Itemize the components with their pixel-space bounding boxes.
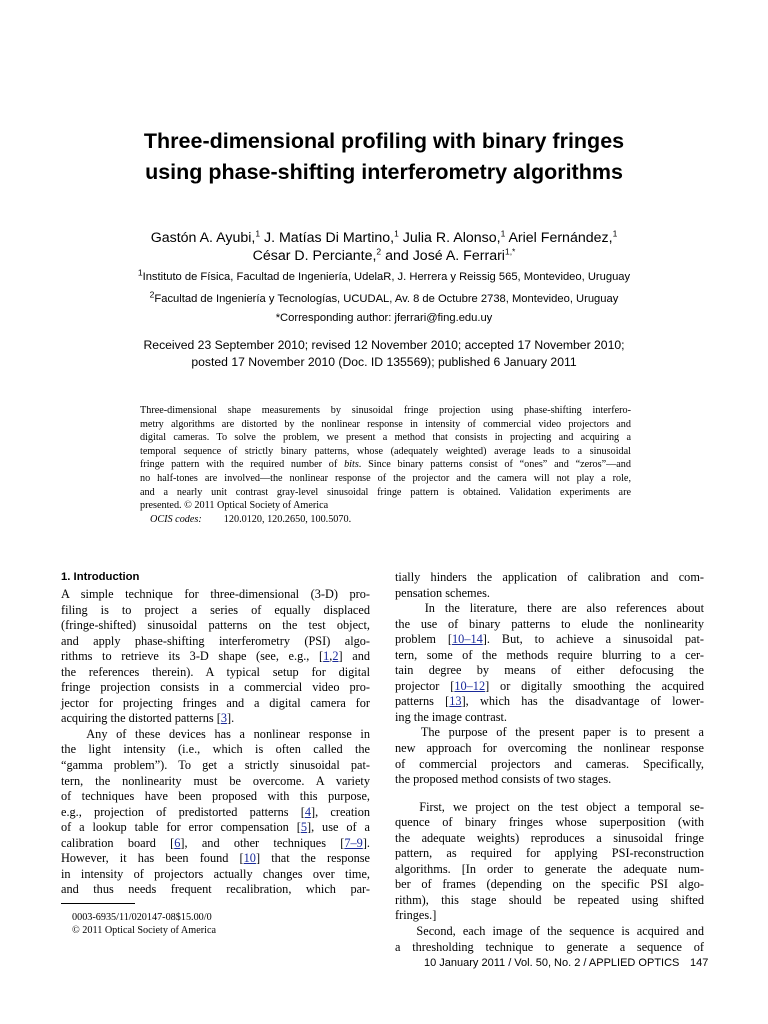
title-line-1: Three-dimensional profiling with binary fringes: [143, 129, 625, 153]
body-line: and apply phase-shifting interferometry (PSI) algo-: [61, 633, 370, 648]
body-line: First, we project on the test object a temporal se-: [395, 799, 704, 814]
body-line: tern, the nonlinearity must be overcome. A variety: [61, 773, 370, 788]
body-text: e.g., projection of predistorted patterns [: [61, 804, 305, 819]
body-text: problem [: [395, 632, 453, 647]
author-affil-mark: 1,*: [504, 246, 516, 257]
journal-footer: 10 January 2011 / Vol. 50, No. 2 / APPLIED OPTICS: [424, 957, 680, 969]
body-line: fringe projection consists in a commercial video pro-: [61, 680, 370, 695]
copyright-notice: © 2011 Optical Society of America: [72, 925, 217, 936]
body-line: In the literature, there are also references about: [395, 601, 704, 616]
body-line: rithm), this stage should be repeated using shifted: [395, 892, 704, 907]
author-name: Gastón A. Ayubi,: [150, 230, 256, 246]
body-text: ], and other techniques [: [180, 835, 345, 850]
body-text: of a lookup table for error compensation [: [61, 820, 301, 835]
copyright-code: 0003-6935/11/020147-08$15.00/0: [72, 912, 212, 923]
copyright-block: [72, 911, 216, 937]
body-line: Any of these devices has a nonlinear response in: [61, 726, 370, 741]
abstract: [140, 404, 631, 513]
dates-line-2: posted 17 November 2010 (Doc. ID 135569); published 6 January 2011: [191, 354, 577, 369]
body-line: the proposed method consists of two stages.: [395, 772, 612, 787]
citation-link[interactable]: 13: [449, 694, 462, 709]
body-line: Second, each image of the sequence is acquired and: [395, 924, 704, 939]
affiliation-text: Instituto de Física, Facultad de Ingeniería, UdelaR, J. Herrera y Reissig 565, Montevideo, Uruguay: [142, 271, 631, 283]
abstract-text: fringe pattern with the required number of: [140, 459, 345, 471]
author-affil-mark: 2: [376, 246, 382, 257]
affiliation-2: [60, 289, 708, 306]
body-line: [61, 851, 370, 867]
body-line: filing is to project a series of equally displaced: [61, 602, 370, 617]
citation-link[interactable]: 10–14: [452, 632, 483, 647]
body-line: [61, 649, 370, 665]
body-line: algorithms. [In order to generate the adequate num-: [395, 861, 704, 876]
affiliation-1: [60, 267, 708, 284]
body-text: ].: [362, 835, 370, 850]
body-text: projector [: [395, 678, 455, 693]
body-text: ], use of a: [306, 820, 370, 835]
body-line: of commercial projectors and cameras. Specifically,: [395, 756, 704, 771]
affil-mark: 1: [137, 267, 143, 278]
paragraph-gap: [395, 788, 704, 800]
body-line: and thus needs frequent recalibration, which par-: [61, 882, 370, 897]
footnote-divider: [61, 903, 135, 904]
body-text: ]. But, to achieve a sinusoidal pat-: [482, 632, 705, 647]
author-name: J. Matías Di Martino,: [260, 230, 395, 246]
body-line: the references therein). A typical setup for digital: [61, 664, 370, 679]
abstract-line: Three-dimensional shape measurements by sinusoidal fringe projection using phase-shifting interfero-: [140, 405, 631, 416]
citation-link[interactable]: 4: [304, 804, 311, 819]
body-line: tern, some of the methods require blurring to a cer-: [395, 647, 704, 662]
body-line: [61, 836, 370, 852]
author-name: Ariel Fernández,: [505, 230, 613, 246]
body-line: The purpose of the present paper is to present a: [395, 725, 704, 740]
body-line: “gamma problem”). To get a strictly sinusoidal pat-: [61, 758, 370, 773]
affiliation-text: Facultad de Ingeniería y Tecnologías, UCUDAL, Av. 8 de Octubre 2738, Montevideo, Uruguay: [154, 293, 619, 305]
ocis-label: OCIS codes:: [150, 514, 202, 525]
left-column: [61, 587, 370, 898]
body-text: ] that the response: [255, 851, 371, 866]
ocis-values: 120.0120, 120.2650, 100.5070.: [223, 514, 352, 525]
citation-link[interactable]: 2: [332, 649, 339, 664]
body-line: [395, 632, 704, 648]
body-line: [61, 820, 370, 836]
corresponding-author: *Corresponding author: jferrari@fing.edu.uy: [275, 312, 493, 324]
body-text: ], creation: [311, 804, 370, 819]
body-text: calibration board [: [61, 835, 175, 850]
title-line-2: using phase-shifting interferometry algorithms: [145, 160, 623, 184]
body-line: pensation schemes.: [395, 585, 490, 600]
abstract-emphasis: bits: [344, 459, 359, 471]
page-number: 147: [690, 957, 709, 969]
body-text: rithms to retrieve its 3-D shape (see, e.g., [: [61, 649, 324, 664]
citation-link[interactable]: 6: [174, 835, 181, 850]
abstract-line: temporal sequence of strictly binary patterns, whose (adequately weighted) average leads to a sinusoidal: [140, 445, 631, 457]
body-text: ] or digitally smoothing the acquired: [485, 678, 704, 693]
author-affil-mark: 1: [394, 228, 399, 239]
abstract-text: . Since binary patterns consist of “ones” and “zeros”—and: [358, 459, 631, 471]
body-line: jector for projecting fringes and a digital camera for: [61, 695, 370, 710]
citation-link[interactable]: 10–12: [454, 678, 486, 693]
body-line: [395, 694, 704, 710]
body-line: [395, 679, 704, 695]
section-heading: 1. Introduction: [61, 571, 140, 583]
body-line: tain degree by means of either defocusing the: [395, 663, 704, 678]
body-text: ].: [226, 711, 235, 726]
body-line: fringes.]: [395, 908, 437, 923]
citation-link[interactable]: 5: [300, 820, 307, 835]
affil-mark: 2: [149, 289, 155, 300]
body-line: [61, 711, 370, 727]
author-list: [60, 229, 708, 265]
body-line: in intensity of projectors actually changes over time,: [61, 866, 370, 881]
abstract-line: digital cameras. To solve the problem, we present a method that consists in projecting and acquiring a: [140, 432, 631, 444]
body-text: acquiring the distorted patterns [: [61, 711, 221, 726]
author-affil-mark: 1: [500, 228, 506, 239]
body-line: tially hinders the application of calibration and com-: [395, 570, 704, 584]
body-line: [61, 805, 370, 821]
citation-link[interactable]: 3: [220, 711, 227, 726]
body-text: ], which has the disadvantage of lower-: [461, 694, 704, 709]
abstract-line: metry algorithms are distorted by the nonlinear response in intensity of commercial video projectors and: [140, 418, 631, 430]
history-dates: [60, 337, 708, 370]
abstract-line: and a nearly unit contrast gray-level sinusoidal fringe pattern is obtained. Validation experiments are: [140, 486, 631, 498]
body-line: pattern, as required for applying PSI-reconstruction: [395, 846, 704, 861]
authors-line-2: [60, 247, 708, 265]
author-affil-mark: 1: [255, 228, 261, 239]
authors-line-1: [60, 229, 708, 247]
body-line: the adequate weights) reproduces a sinusoidal fringe: [395, 830, 704, 845]
citation-link[interactable]: 1: [323, 649, 330, 664]
body-line: of techniques have been proposed with this purpose,: [61, 789, 370, 804]
body-line: quence of binary fringes whose superposition (with: [395, 815, 704, 830]
body-line: A simple technique for three-dimensional (3-D) pro-: [61, 587, 370, 601]
dates-line-1: Received 23 September 2010; revised 12 November 2010; accepted 17 November 2010;: [143, 338, 625, 352]
body-text: ,: [329, 649, 333, 664]
body-line: a thresholding technique to generate a sequence of: [395, 939, 704, 954]
body-line: new approach for overcoming the nonlinear response: [395, 741, 704, 756]
body-text: patterns [: [395, 694, 450, 709]
paper-title: [60, 126, 708, 188]
abstract-line: no half-tones are involved—the nonlinear response of the projector and the camera will not play a role,: [140, 472, 631, 484]
right-column: [395, 570, 704, 955]
body-line: (fringe-shifted) sinusoidal patterns on the test object,: [61, 618, 370, 633]
author-affil-mark: 1: [612, 228, 618, 239]
body-line: ing the image contrast.: [395, 709, 508, 724]
author-name: Julia R. Alonso,: [398, 230, 501, 246]
citation-link[interactable]: 10: [243, 851, 256, 866]
author-name: and José A. Ferrari: [381, 248, 505, 264]
body-text: ] and: [338, 649, 370, 664]
body-line: ber of frames (depending on the specific PSI algo-: [395, 877, 704, 892]
body-line: the use of binary patterns to elude the nonlinearity: [395, 616, 704, 631]
author-name: César D. Perciante,: [252, 248, 377, 264]
ocis-codes: [150, 513, 351, 527]
body-text: However, it has been found [: [61, 851, 244, 866]
citation-link[interactable]: 7–9: [344, 835, 363, 850]
abstract-line: presented. © 2011 Optical Society of America: [140, 500, 329, 512]
abstract-line: [140, 458, 631, 472]
body-line: the light intensity (i.e., which is often called the: [61, 742, 370, 757]
